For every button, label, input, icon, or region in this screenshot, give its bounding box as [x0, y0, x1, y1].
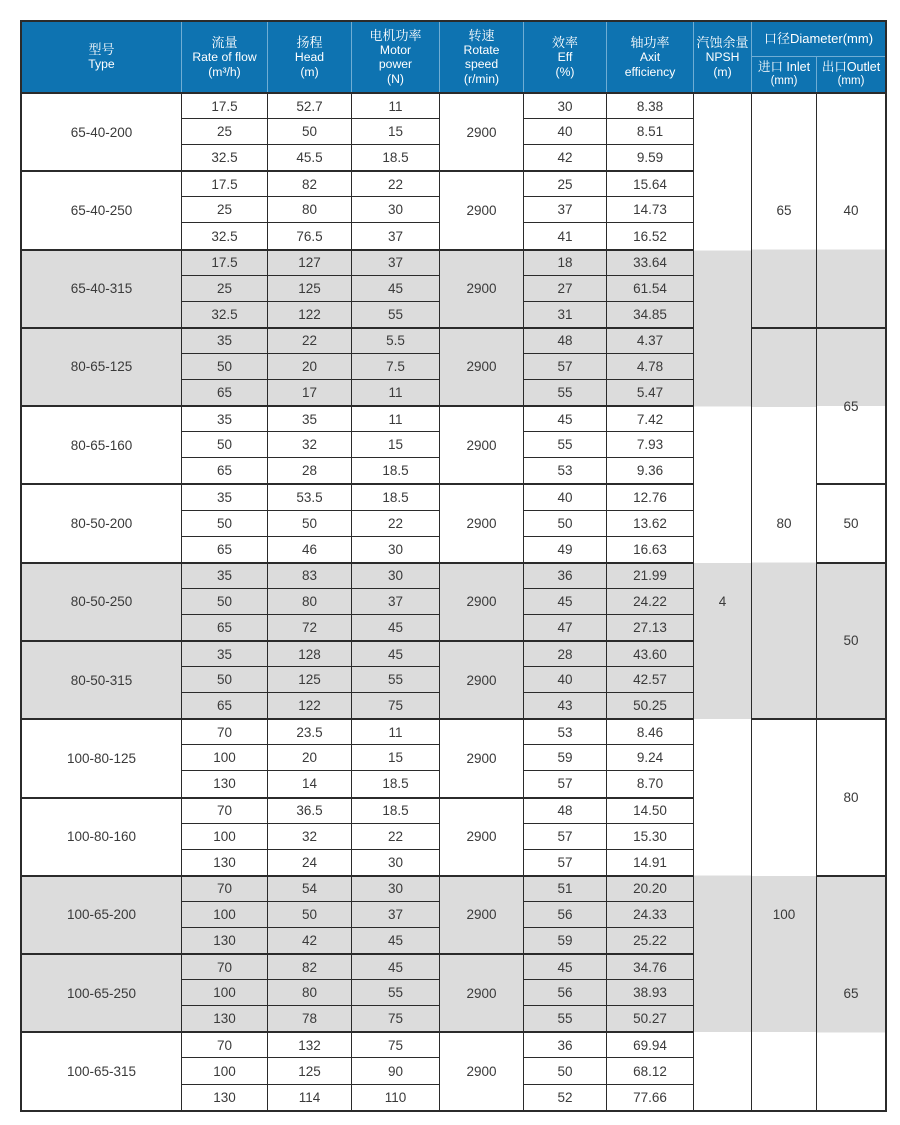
head-cell: 82 [268, 953, 352, 979]
power-cell: 15 [352, 431, 440, 457]
header-type-zh: 型号 [88, 42, 115, 58]
type-cell: 100-80-160 [22, 797, 182, 875]
header-motor-power-unit: (N) [387, 71, 404, 86]
eff-cell: 28 [524, 640, 607, 666]
shaft-power-cell: 43.60 [607, 640, 694, 666]
head-cell: 122 [268, 301, 352, 327]
shaft-power-cell: 14.91 [607, 849, 694, 875]
power-cell: 37 [352, 901, 440, 927]
shaft-power-cell: 14.50 [607, 797, 694, 823]
power-cell: 30 [352, 196, 440, 222]
head-cell: 125 [268, 275, 352, 301]
eff-cell: 55 [524, 1005, 607, 1031]
flow-cell: 100 [182, 979, 268, 1005]
eff-cell: 48 [524, 797, 607, 823]
flow-cell: 70 [182, 1031, 268, 1057]
shaft-power-cell: 8.51 [607, 118, 694, 144]
shaft-power-cell: 77.66 [607, 1084, 694, 1110]
type-cell: 100-80-125 [22, 718, 182, 796]
flow-cell: 100 [182, 901, 268, 927]
header-npsh-en: NPSH [705, 50, 740, 65]
shaft-power-cell: 61.54 [607, 275, 694, 301]
header-eff-en: Eff [557, 50, 573, 65]
header-eff-unit: (%) [555, 64, 575, 79]
outlet-cell: 40 [817, 92, 885, 327]
flow-cell: 35 [182, 640, 268, 666]
shaft-power-cell: 7.42 [607, 405, 694, 431]
shaft-power-cell: 34.85 [607, 301, 694, 327]
shaft-power-cell: 24.22 [607, 588, 694, 614]
head-cell: 42 [268, 927, 352, 953]
eff-cell: 57 [524, 770, 607, 796]
shaft-power-cell: 15.30 [607, 823, 694, 849]
power-cell: 75 [352, 1031, 440, 1057]
header-flow [182, 22, 268, 92]
shaft-power-cell: 34.76 [607, 953, 694, 979]
header-head [268, 22, 352, 92]
shaft-power-cell: 21.99 [607, 562, 694, 588]
header-head-en: Head [294, 50, 325, 65]
type-cell: 100-65-200 [22, 875, 182, 953]
rotate-speed-cell: 2900 [440, 483, 524, 561]
power-cell: 30 [352, 536, 440, 562]
eff-cell: 57 [524, 849, 607, 875]
power-cell: 11 [352, 718, 440, 744]
type-cell: 80-50-200 [22, 483, 182, 561]
flow-cell: 25 [182, 196, 268, 222]
shaft-power-cell: 9.24 [607, 744, 694, 770]
header-npsh-unit: (m) [713, 64, 732, 79]
shaft-power-cell: 25.22 [607, 927, 694, 953]
flow-cell: 17.5 [182, 249, 268, 275]
header-inlet-label: 进口 Inlet [757, 60, 811, 75]
rotate-speed-cell: 2900 [440, 249, 524, 327]
header-rotate-speed-unit: (r/min) [463, 71, 500, 86]
shaft-power-cell: 7.93 [607, 431, 694, 457]
type-cell: 80-65-125 [22, 327, 182, 405]
flow-cell: 65 [182, 379, 268, 405]
eff-cell: 45 [524, 588, 607, 614]
shaft-power-cell: 50.25 [607, 692, 694, 718]
shaft-power-cell: 4.37 [607, 327, 694, 353]
power-cell: 7.5 [352, 353, 440, 379]
eff-cell: 55 [524, 431, 607, 457]
rotate-speed-cell: 2900 [440, 92, 524, 170]
flow-cell: 130 [182, 770, 268, 796]
rotate-speed-cell: 2900 [440, 170, 524, 248]
header-diameter-label: 口径Diameter(mm) [763, 31, 874, 47]
flow-cell: 32.5 [182, 301, 268, 327]
power-cell: 11 [352, 405, 440, 431]
eff-cell: 59 [524, 927, 607, 953]
head-cell: 52.7 [268, 92, 352, 118]
shaft-power-cell: 68.12 [607, 1057, 694, 1083]
type-cell: 100-65-315 [22, 1031, 182, 1109]
header-flow-unit: (m³/h) [208, 64, 241, 79]
eff-cell: 59 [524, 744, 607, 770]
shaft-power-cell: 9.36 [607, 457, 694, 483]
eff-cell: 55 [524, 379, 607, 405]
eff-cell: 31 [524, 301, 607, 327]
header-motor-power-zh: 电机功率 [369, 27, 422, 43]
type-cell: 80-65-160 [22, 405, 182, 483]
rotate-speed-cell: 2900 [440, 327, 524, 405]
eff-cell: 48 [524, 327, 607, 353]
power-cell: 75 [352, 692, 440, 718]
outlet-cell: 65 [817, 875, 885, 1110]
flow-cell: 50 [182, 666, 268, 692]
header-eff-zh: 效率 [551, 34, 578, 50]
eff-cell: 42 [524, 144, 607, 170]
power-cell: 37 [352, 249, 440, 275]
shaft-power-cell: 33.64 [607, 249, 694, 275]
flow-cell: 35 [182, 483, 268, 509]
header-npsh-zh: 汽蚀余量 [696, 34, 749, 50]
head-cell: 78 [268, 1005, 352, 1031]
eff-cell: 50 [524, 1057, 607, 1083]
shaft-power-cell: 15.64 [607, 170, 694, 196]
head-cell: 20 [268, 744, 352, 770]
power-cell: 90 [352, 1057, 440, 1083]
type-cell: 80-50-250 [22, 562, 182, 640]
eff-cell: 50 [524, 510, 607, 536]
rotate-speed-cell: 2900 [440, 562, 524, 640]
flow-cell: 130 [182, 1005, 268, 1031]
shaft-power-cell: 50.27 [607, 1005, 694, 1031]
head-cell: 46 [268, 536, 352, 562]
flow-cell: 17.5 [182, 170, 268, 196]
eff-cell: 18 [524, 249, 607, 275]
head-cell: 128 [268, 640, 352, 666]
eff-cell: 57 [524, 823, 607, 849]
eff-cell: 45 [524, 953, 607, 979]
flow-cell: 35 [182, 405, 268, 431]
power-cell: 18.5 [352, 797, 440, 823]
pump-spec-table [20, 20, 887, 1112]
eff-cell: 43 [524, 692, 607, 718]
power-cell: 18.5 [352, 144, 440, 170]
power-cell: 30 [352, 875, 440, 901]
head-cell: 127 [268, 249, 352, 275]
head-cell: 132 [268, 1031, 352, 1057]
outlet-cell: 80 [817, 718, 885, 875]
npsh-cell: 4 [694, 92, 752, 1110]
shaft-power-cell: 38.93 [607, 979, 694, 1005]
head-cell: 83 [268, 562, 352, 588]
head-cell: 35 [268, 405, 352, 431]
flow-cell: 17.5 [182, 92, 268, 118]
head-cell: 80 [268, 979, 352, 1005]
eff-cell: 30 [524, 92, 607, 118]
head-cell: 50 [268, 901, 352, 927]
shaft-power-cell: 9.59 [607, 144, 694, 170]
power-cell: 30 [352, 849, 440, 875]
eff-cell: 40 [524, 483, 607, 509]
header-head-unit: (m) [300, 64, 319, 79]
flow-cell: 50 [182, 588, 268, 614]
header-outlet-label: 出口Outlet [821, 60, 881, 75]
flow-cell: 25 [182, 118, 268, 144]
shaft-power-cell: 8.38 [607, 92, 694, 118]
power-cell: 22 [352, 170, 440, 196]
header-shaft-power-en: Axit efficiency [624, 50, 676, 79]
power-cell: 11 [352, 92, 440, 118]
eff-cell: 25 [524, 170, 607, 196]
header-flow-zh: 流量 [211, 34, 238, 50]
power-cell: 55 [352, 979, 440, 1005]
power-cell: 18.5 [352, 770, 440, 796]
flow-cell: 35 [182, 562, 268, 588]
flow-cell: 100 [182, 823, 268, 849]
power-cell: 55 [352, 666, 440, 692]
eff-cell: 49 [524, 536, 607, 562]
outlet-cell: 50 [817, 483, 885, 561]
head-cell: 24 [268, 849, 352, 875]
flow-cell: 50 [182, 510, 268, 536]
head-cell: 23.5 [268, 718, 352, 744]
header-shaft-power [607, 22, 694, 92]
rotate-speed-cell: 2900 [440, 797, 524, 875]
flow-cell: 32.5 [182, 222, 268, 248]
eff-cell: 47 [524, 614, 607, 640]
eff-cell: 45 [524, 405, 607, 431]
rotate-speed-cell: 2900 [440, 1031, 524, 1109]
flow-cell: 65 [182, 614, 268, 640]
shaft-power-cell: 42.57 [607, 666, 694, 692]
shaft-power-cell: 4.78 [607, 353, 694, 379]
shaft-power-cell: 5.47 [607, 379, 694, 405]
flow-cell: 25 [182, 275, 268, 301]
shaft-power-cell: 16.63 [607, 536, 694, 562]
header-diameter [752, 22, 885, 57]
eff-cell: 27 [524, 275, 607, 301]
type-cell: 80-50-315 [22, 640, 182, 718]
power-cell: 45 [352, 927, 440, 953]
flow-cell: 65 [182, 536, 268, 562]
header-type [22, 22, 182, 92]
flow-cell: 50 [182, 353, 268, 379]
head-cell: 45.5 [268, 144, 352, 170]
outlet-cell: 65 [817, 327, 885, 484]
eff-cell: 53 [524, 457, 607, 483]
flow-cell: 65 [182, 692, 268, 718]
head-cell: 114 [268, 1084, 352, 1110]
header-inlet-unit: (mm) [770, 75, 798, 88]
power-cell: 22 [352, 510, 440, 536]
shaft-power-cell: 27.13 [607, 614, 694, 640]
inlet-cell: 80 [752, 327, 817, 718]
inlet-cell: 65 [752, 92, 817, 327]
head-cell: 50 [268, 118, 352, 144]
flow-cell: 70 [182, 718, 268, 744]
shaft-power-cell: 13.62 [607, 510, 694, 536]
eff-cell: 41 [524, 222, 607, 248]
power-cell: 37 [352, 222, 440, 248]
head-cell: 32 [268, 431, 352, 457]
rotate-speed-cell: 2900 [440, 640, 524, 718]
head-cell: 14 [268, 770, 352, 796]
rotate-speed-cell: 2900 [440, 875, 524, 953]
power-cell: 18.5 [352, 457, 440, 483]
flow-cell: 70 [182, 797, 268, 823]
flow-cell: 130 [182, 849, 268, 875]
power-cell: 18.5 [352, 483, 440, 509]
head-cell: 125 [268, 666, 352, 692]
head-cell: 125 [268, 1057, 352, 1083]
power-cell: 5.5 [352, 327, 440, 353]
shaft-power-cell: 8.70 [607, 770, 694, 796]
header-head-zh: 扬程 [296, 34, 323, 50]
eff-cell: 36 [524, 562, 607, 588]
head-cell: 50 [268, 510, 352, 536]
flow-cell: 70 [182, 953, 268, 979]
power-cell: 15 [352, 118, 440, 144]
eff-cell: 36 [524, 1031, 607, 1057]
eff-cell: 37 [524, 196, 607, 222]
head-cell: 54 [268, 875, 352, 901]
head-cell: 76.5 [268, 222, 352, 248]
head-cell: 22 [268, 327, 352, 353]
type-cell: 65-40-250 [22, 170, 182, 248]
header-outlet [817, 57, 885, 92]
outlet-cell: 50 [817, 562, 885, 719]
eff-cell: 53 [524, 718, 607, 744]
header-inlet [752, 57, 817, 92]
power-cell: 30 [352, 562, 440, 588]
shaft-power-cell: 20.20 [607, 875, 694, 901]
head-cell: 80 [268, 196, 352, 222]
power-cell: 37 [352, 588, 440, 614]
eff-cell: 40 [524, 666, 607, 692]
type-cell: 100-65-250 [22, 953, 182, 1031]
flow-cell: 35 [182, 327, 268, 353]
shaft-power-cell: 14.73 [607, 196, 694, 222]
rotate-speed-cell: 2900 [440, 405, 524, 483]
power-cell: 45 [352, 275, 440, 301]
power-cell: 45 [352, 614, 440, 640]
head-cell: 28 [268, 457, 352, 483]
head-cell: 20 [268, 353, 352, 379]
shaft-power-cell: 24.33 [607, 901, 694, 927]
shaft-power-cell: 16.52 [607, 222, 694, 248]
flow-cell: 100 [182, 1057, 268, 1083]
header-outlet-unit: (mm) [837, 75, 865, 88]
header-flow-en: Rate of flow [192, 50, 257, 65]
power-cell: 55 [352, 301, 440, 327]
shaft-power-cell: 69.94 [607, 1031, 694, 1057]
flow-cell: 100 [182, 744, 268, 770]
eff-cell: 51 [524, 875, 607, 901]
header-npsh [694, 22, 752, 92]
shaft-power-cell: 8.46 [607, 718, 694, 744]
flow-cell: 70 [182, 875, 268, 901]
header-type-en: Type [88, 57, 115, 72]
head-cell: 36.5 [268, 797, 352, 823]
type-cell: 65-40-200 [22, 92, 182, 170]
header-motor-power [352, 22, 440, 92]
power-cell: 110 [352, 1084, 440, 1110]
header-motor-power-en: Motor power [378, 43, 413, 72]
head-cell: 17 [268, 379, 352, 405]
inlet-cell: 100 [752, 718, 817, 1109]
head-cell: 72 [268, 614, 352, 640]
flow-cell: 50 [182, 431, 268, 457]
eff-cell: 56 [524, 979, 607, 1005]
eff-cell: 40 [524, 118, 607, 144]
head-cell: 32 [268, 823, 352, 849]
flow-cell: 130 [182, 927, 268, 953]
power-cell: 75 [352, 1005, 440, 1031]
head-cell: 80 [268, 588, 352, 614]
shaft-power-cell: 12.76 [607, 483, 694, 509]
flow-cell: 65 [182, 457, 268, 483]
flow-cell: 32.5 [182, 144, 268, 170]
type-cell: 65-40-315 [22, 249, 182, 327]
head-cell: 82 [268, 170, 352, 196]
power-cell: 22 [352, 823, 440, 849]
head-cell: 122 [268, 692, 352, 718]
rotate-speed-cell: 2900 [440, 718, 524, 796]
rotate-speed-cell: 2900 [440, 953, 524, 1031]
power-cell: 45 [352, 953, 440, 979]
head-cell: 53.5 [268, 483, 352, 509]
header-shaft-power-zh: 轴功率 [630, 34, 670, 50]
eff-cell: 52 [524, 1084, 607, 1110]
power-cell: 15 [352, 744, 440, 770]
header-rotate-speed-en: Rotate speed [463, 43, 500, 72]
flow-cell: 130 [182, 1084, 268, 1110]
header-eff [524, 22, 607, 92]
eff-cell: 57 [524, 353, 607, 379]
power-cell: 11 [352, 379, 440, 405]
power-cell: 45 [352, 640, 440, 666]
eff-cell: 56 [524, 901, 607, 927]
header-rotate-speed [440, 22, 524, 92]
header-rotate-speed-zh: 转速 [468, 27, 495, 43]
